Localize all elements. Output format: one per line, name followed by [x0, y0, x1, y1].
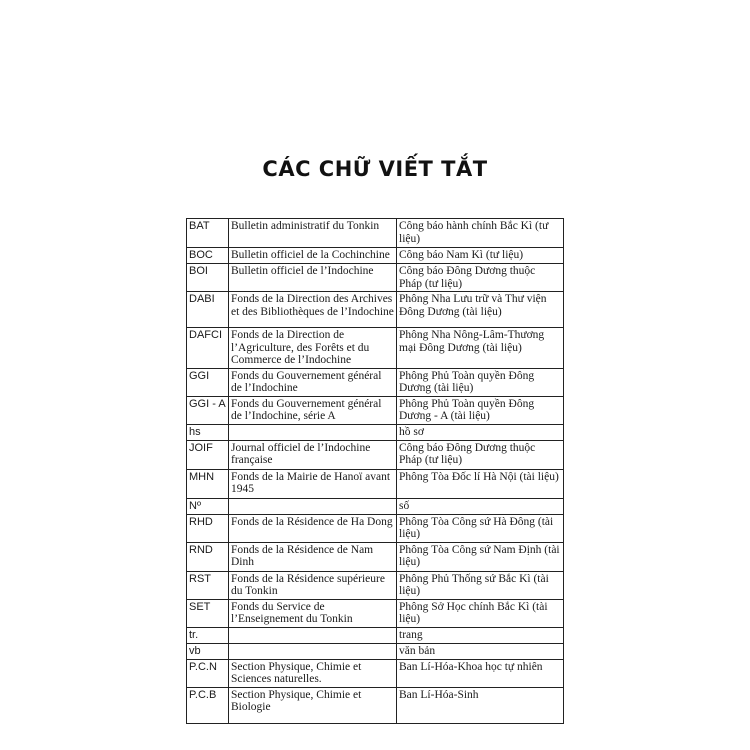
table-row	[187, 627, 564, 643]
french-name-cell: Fonds de la Mairie de Hanoï avant 1945	[229, 469, 397, 498]
vietnamese-name-cell: Phông Nha Nông-Lâm-Thương mại Đông Dương (tài liệu)	[397, 328, 564, 369]
vietnamese-name-cell: Công báo Nam Kì (tư liệu)	[397, 248, 564, 264]
french-name-cell: Bulletin officiel de l’Indochine	[229, 264, 397, 292]
abbreviation-cell: vb	[187, 643, 229, 659]
french-name-cell: Fonds de la Résidence de Ha Dong	[229, 514, 397, 542]
abbreviation-cell: DABI	[187, 292, 229, 328]
abbreviation-cell: P.C.B	[187, 687, 229, 723]
vietnamese-name-cell: Công báo Đông Dương thuộc Pháp (tư liệu)	[397, 440, 564, 469]
vietnamese-name-cell: Phông Tòa Công sứ Nam Định (tài liệu)	[397, 542, 564, 571]
french-name-cell	[229, 424, 397, 440]
vietnamese-name-cell: Công báo hành chính Bắc Kì (tư liệu)	[397, 219, 564, 248]
vietnamese-name-cell: Phông Phủ Toàn quyền Đông Dương - A (tài liệu)	[397, 396, 564, 424]
abbreviation-cell: RND	[187, 542, 229, 571]
table-row	[187, 248, 564, 264]
french-name-cell	[229, 627, 397, 643]
table-row	[187, 424, 564, 440]
table-row	[187, 498, 564, 514]
abbreviation-cell: JOIF	[187, 440, 229, 469]
abbreviation-cell: BOI	[187, 264, 229, 292]
abbreviations-table	[186, 218, 564, 724]
table-row	[187, 396, 564, 424]
french-name-cell: Fonds du Service de l’Enseignement du Tonkin	[229, 599, 397, 627]
table-row	[187, 542, 564, 571]
abbreviation-cell: GGI	[187, 368, 229, 396]
abbreviations-table-body	[187, 219, 564, 724]
abbreviation-cell: GGI - A	[187, 396, 229, 424]
french-name-cell: Fonds de la Résidence de Nam Dinh	[229, 542, 397, 571]
table-row	[187, 264, 564, 292]
table-row	[187, 328, 564, 369]
table-row	[187, 292, 564, 328]
french-name-cell: Fonds de la Direction de l’Agriculture, des Forêts et du Commerce de l’Indochine	[229, 328, 397, 369]
table-row	[187, 659, 564, 687]
vietnamese-name-cell: Phông Tòa Công sứ Hà Đông (tài liệu)	[397, 514, 564, 542]
vietnamese-name-cell: Phông Nha Lưu trữ và Thư viện Đông Dương (tài liệu)	[397, 292, 564, 328]
abbreviation-cell: P.C.N	[187, 659, 229, 687]
page-title: CÁC CHỮ VIẾT TẮT	[262, 157, 488, 181]
table-row	[187, 368, 564, 396]
vietnamese-name-cell: Phông Tòa Đốc lí Hà Nội (tài liệu)	[397, 469, 564, 498]
table-row	[187, 571, 564, 599]
french-name-cell: Fonds du Gouvernement général de l’Indochine	[229, 368, 397, 396]
vietnamese-name-cell: văn bản	[397, 643, 564, 659]
table-row	[187, 440, 564, 469]
table-row	[187, 514, 564, 542]
abbreviation-cell: DAFCI	[187, 328, 229, 369]
abbreviation-cell: BOC	[187, 248, 229, 264]
french-name-cell: Bulletin officiel de la Cochinchine	[229, 248, 397, 264]
vietnamese-name-cell: Phông Phủ Toàn quyền Đông Dương (tài liệu)	[397, 368, 564, 396]
french-name-cell: Fonds du Gouvernement général de l’Indochine, série A	[229, 396, 397, 424]
abbreviation-cell: BAT	[187, 219, 229, 248]
vietnamese-name-cell: hồ sơ	[397, 424, 564, 440]
table-row	[187, 643, 564, 659]
vietnamese-name-cell: Công báo Đông Dương thuộc Pháp (tư liệu)	[397, 264, 564, 292]
french-name-cell: Section Physique, Chimie et Sciences naturelles.	[229, 659, 397, 687]
vietnamese-name-cell: trang	[397, 627, 564, 643]
abbreviation-cell: RHD	[187, 514, 229, 542]
vietnamese-name-cell: Ban Lí-Hóa-Khoa học tự nhiên	[397, 659, 564, 687]
table-row	[187, 599, 564, 627]
french-name-cell	[229, 643, 397, 659]
vietnamese-name-cell: Phông Phủ Thống sứ Bắc Kì (tài liệu)	[397, 571, 564, 599]
french-name-cell: Fonds de la Résidence supérieure du Tonkin	[229, 571, 397, 599]
vietnamese-name-cell: Ban Lí-Hóa-Sinh	[397, 687, 564, 723]
french-name-cell: Section Physique, Chimie et Biologie	[229, 687, 397, 723]
vietnamese-name-cell: Phông Sở Học chính Bắc Kì (tài liệu)	[397, 599, 564, 627]
abbreviation-cell: tr.	[187, 627, 229, 643]
french-name-cell: Fonds de la Direction des Archives et des Bibliothèques de l’Indochine	[229, 292, 397, 328]
abbreviation-cell: hs	[187, 424, 229, 440]
abbreviation-cell: RST	[187, 571, 229, 599]
vietnamese-name-cell: số	[397, 498, 564, 514]
table-row	[187, 219, 564, 248]
abbreviation-cell: Nº	[187, 498, 229, 514]
abbreviation-cell: SET	[187, 599, 229, 627]
abbreviation-cell: MHN	[187, 469, 229, 498]
french-name-cell: Journal officiel de l’Indochine française	[229, 440, 397, 469]
table-row	[187, 469, 564, 498]
table-row	[187, 687, 564, 723]
french-name-cell: Bulletin administratif du Tonkin	[229, 219, 397, 248]
french-name-cell	[229, 498, 397, 514]
